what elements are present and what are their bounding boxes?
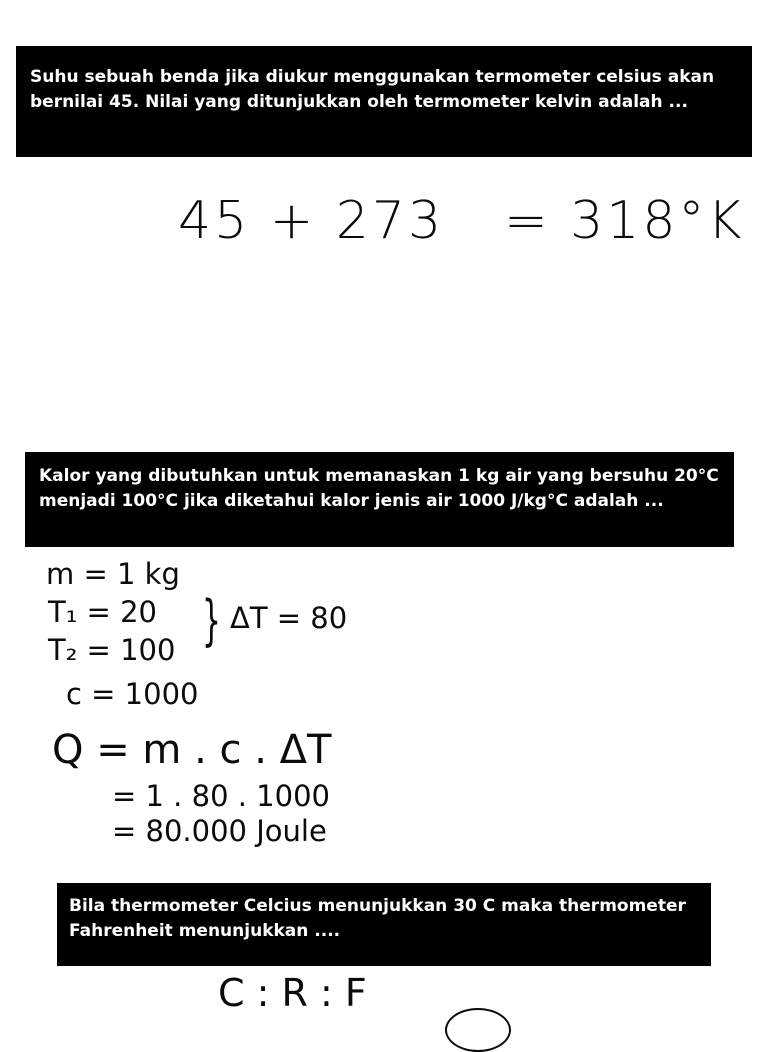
question-2-line-1: Kalor yang dibutuhkan untuk memanaskan 1 kg air yang bersuhu 20°C: [39, 466, 719, 486]
question-1-box: [16, 46, 752, 157]
given-t1: T₁ = 20: [48, 595, 157, 629]
question-2-box: [25, 452, 734, 547]
brace-symbol: }: [202, 589, 221, 652]
answer-1-result: = 318°K: [504, 191, 745, 251]
given-t2: T₂ = 100: [48, 633, 176, 667]
given-mass: m = 1 kg: [46, 557, 180, 591]
question-3-line-2: Fahrenheit menunjukkan ....: [69, 921, 341, 941]
circle-sketch: [445, 1008, 511, 1052]
scale-ratio: C : R : F: [218, 971, 367, 1015]
question-3-box: [57, 883, 711, 966]
heat-result: = 80.000 Joule: [112, 814, 327, 848]
heat-formula: Q = m . c . ΔT: [52, 727, 332, 773]
given-specific-heat: c = 1000: [66, 677, 199, 711]
answer-1-handwriting: [178, 191, 745, 251]
question-2-line-2: menjadi 100°C jika diketahui kalor jenis air 1000 J/kg°C adalah ...: [39, 491, 664, 511]
heat-substitution: = 1 . 80 . 1000: [112, 779, 330, 813]
question-1-line-2: bernilai 45. Nilai yang ditunjukkan oleh termometer kelvin adalah ...: [30, 92, 688, 112]
answer-1-sum: 45 + 273: [178, 191, 445, 251]
delta-t: ΔT = 80: [230, 601, 348, 635]
question-3-line-1: Bila thermometer Celcius menunjukkan 30 C maka thermometer: [69, 896, 686, 916]
question-1-line-1: Suhu sebuah benda jika diukur menggunakan termometer celsius akan: [30, 67, 715, 87]
